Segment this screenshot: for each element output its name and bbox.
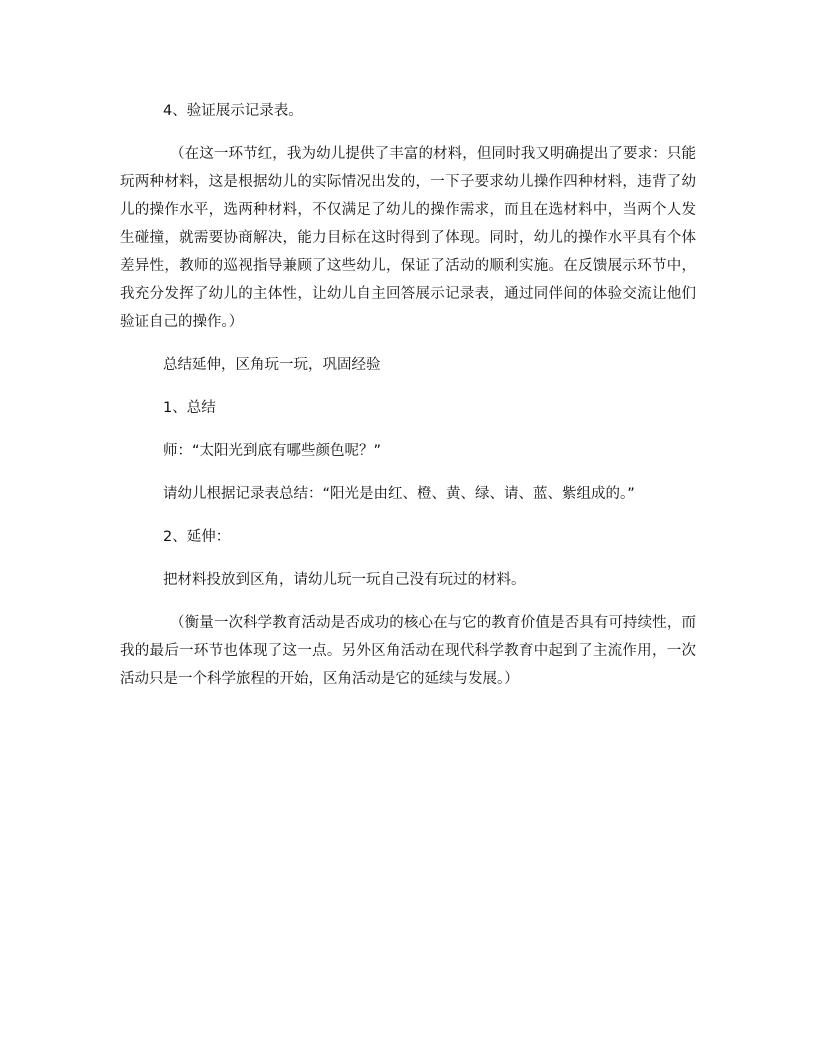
heading-extension: 2、延伸：	[163, 529, 231, 545]
document-body	[120, 97, 696, 708]
note-paragraph-2: （衡量一次科学教育活动是否成功的核心在与它的教育价值是否具有可持续性，而我的最后一环节也体现了这一点。另外区角活动在现代科学教育中起到了主流作用，一次活动只是一个科学旅程的开始，区角活动是它的延续与发展。）	[120, 615, 696, 687]
heading-summary: 1、总结	[163, 400, 216, 416]
section-title: 总结延伸，区角玩一玩，巩固经验	[163, 357, 381, 373]
extension-text: 把材料投放到区角，请幼儿玩一玩自己没有玩过的材料。	[163, 572, 526, 588]
children-summary: 请幼儿根据记录表总结：“阳光是由红、橙、黄、绿、请、蓝、紫组成的。”	[163, 486, 635, 502]
note-paragraph-1: （在这一环节红，我为幼儿提供了丰富的材料，但同时我又明确提出了要求：只能玩两种材料，这是根据幼儿的实际情况出发的，一下子要求幼儿操作四种材料，违背了幼儿的操作水平，选两种材料，不仅满足了幼儿的操作需求，而且在选材料中，当两个人发生碰撞，就需要协商解决，能力目标在这时得到了体现。同时，幼儿的操作水平具有个体差异性，教师的巡视指导兼顾了这些幼儿，保证了活动的顺利实施。在反馈展示环节中，我充分发挥了幼儿的主体性，让幼儿自主回答展示记录表，通过同伴间的体验交流让他们验证自己的操作。）	[120, 146, 696, 330]
heading-step-4: 4、验证展示记录表。	[163, 103, 303, 119]
teacher-question: 师：“太阳光到底有哪些颜色呢？”	[163, 443, 382, 459]
